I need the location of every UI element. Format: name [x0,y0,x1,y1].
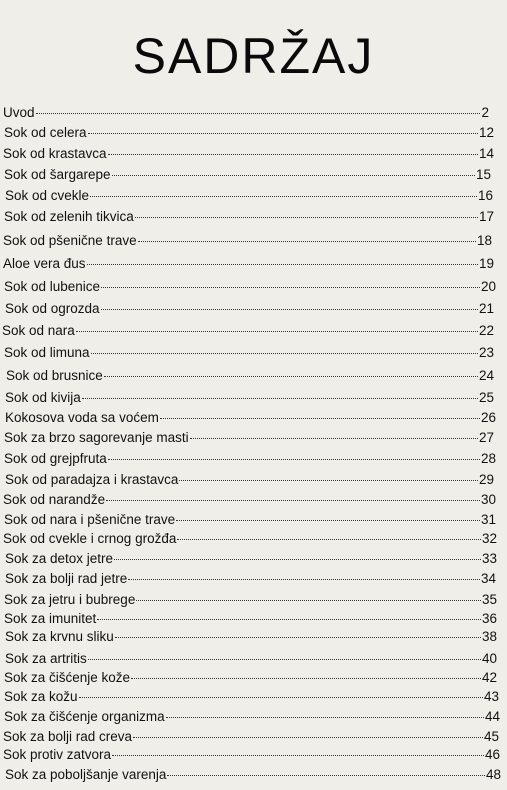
toc-entry[interactable] [3,255,494,273]
toc-page-number: 42 [481,670,497,685]
toc-entry-title: Sok od nara [2,323,75,338]
toc-dot-leader [177,537,481,540]
toc-page-number: 46 [484,747,500,762]
toc-entry[interactable] [4,669,497,687]
toc-entry[interactable] [5,187,493,205]
toc-page-number: 18 [476,233,492,248]
toc-entry[interactable] [4,208,494,226]
toc-page-number: 2 [481,105,489,120]
toc-page-number: 40 [481,651,497,666]
toc-entry[interactable] [5,550,497,568]
toc-entry-title: Sok od šargarepe [4,167,111,182]
toc-entry-title: Sok od krastavca [3,146,107,161]
toc-dot-leader [167,773,485,776]
page-title: SADRŽAJ [132,28,375,84]
toc-entry-title: Sok od brusnice [6,368,103,383]
toc-page-number: 43 [483,689,499,704]
toc-dot-leader [112,753,484,756]
toc-entry[interactable] [4,450,496,468]
toc-page-number: 22 [478,323,494,338]
toc-dot-leader [166,715,484,718]
toc-entry-title: Sok od ogrozda [5,301,100,316]
toc-entry[interactable] [3,104,489,122]
toc-page-number: 45 [483,729,499,744]
toc-entry[interactable] [3,728,499,746]
toc-entry-title: Sok za čišćenje organizma [4,709,165,724]
toc-page-number: 19 [478,256,494,271]
toc-dot-leader [108,457,480,460]
toc-page-number: 17 [478,209,494,224]
toc-dot-leader [88,131,478,134]
toc-entry-title: Uvod [3,105,35,120]
toc-entry[interactable] [4,708,500,726]
toc-entry[interactable] [5,300,494,318]
toc-dot-leader [115,635,481,638]
toc-entry[interactable] [3,530,497,548]
toc-entry-title: Sok od paradajza i krastavca [5,472,179,487]
toc-entry-title: Sok od limuna [4,345,90,360]
toc-dot-leader [176,518,480,521]
toc-entry[interactable] [4,166,491,184]
toc-entry-title: Sok od zelenih tikvica [4,209,134,224]
toc-dot-leader [190,436,478,439]
toc-dot-leader [82,396,478,399]
toc-entry-title: Sok od narandže [3,492,106,507]
toc-page-number: 30 [480,492,496,507]
toc-page-number: 29 [478,472,494,487]
toc-entry[interactable] [4,124,494,142]
toc-entry-title: Sok protiv zatvora [3,747,112,762]
toc-dot-leader [88,657,481,660]
toc-dot-leader [128,577,480,580]
toc-dot-leader [108,152,478,155]
toc-entry-title: Sok za brzo sagorevanje masti [4,430,189,445]
toc-entry[interactable] [3,491,496,509]
toc-dot-leader [90,194,477,197]
toc-dot-leader [101,285,480,288]
toc-page-number: 25 [478,390,494,405]
toc-page-number: 24 [478,368,494,383]
toc-entry-title: Aloe vera đus [3,256,86,271]
toc-entry-title: Kokosova voda sa voćem [5,410,159,425]
toc-entry-title: Sok od cvekle [5,188,90,203]
toc-dot-leader [138,239,476,242]
toc-page-number: 14 [478,146,494,161]
toc-page-number: 32 [481,531,497,546]
toc-page-number: 34 [480,571,496,586]
toc-entry-title: Sok od cvekle i crnog grožđa [3,531,177,546]
toc-entry[interactable] [6,367,494,385]
toc-dot-leader [79,695,483,698]
toc-page-number: 15 [475,167,491,182]
toc-page-number: 33 [481,551,497,566]
toc-entry[interactable] [2,322,494,340]
toc-page-number: 38 [481,629,497,644]
toc-page-number: 16 [477,188,493,203]
toc-entry-title: Sok za kožu [4,689,78,704]
toc-dot-leader [133,735,483,738]
toc-dot-leader [179,478,478,481]
toc-page-number: 12 [478,125,494,140]
toc-entry-title: Sok od nara i pšenične trave [4,512,176,527]
toc-page-number: 31 [480,512,496,527]
toc-entry[interactable] [4,591,497,609]
toc-entry[interactable] [5,650,497,668]
toc-dot-leader [106,498,480,501]
toc-dot-leader [136,598,481,601]
toc-dot-leader [135,215,478,218]
toc-entry[interactable] [4,688,499,706]
toc-page-number: 28 [480,451,496,466]
toc-entry[interactable] [5,628,497,646]
toc-dot-leader [114,557,481,560]
toc-entry[interactable] [5,389,494,407]
toc-entry[interactable] [5,766,501,784]
toc-entry-title: Sok za bolji rad creva [3,729,133,744]
toc-entry-title: Sok za detox jetre [5,551,114,566]
toc-dot-leader [36,111,481,114]
toc-dot-leader [87,262,478,265]
toc-entry[interactable] [5,570,496,588]
toc-entry-title: Sok za artritis [5,651,87,666]
toc-entry[interactable] [3,746,500,764]
toc-entry-title: Sok za poboljšanje varenja [5,767,167,782]
toc-page-number: 27 [478,430,494,445]
toc-entry[interactable] [4,511,496,529]
toc-dot-leader [112,173,475,176]
toc-entry[interactable] [3,232,492,250]
toc-entry[interactable] [5,409,496,427]
toc-entry[interactable] [4,429,494,447]
toc-entry-title: Sok za imunitet [4,611,97,626]
toc-entry[interactable] [4,344,494,362]
toc-entry-title: Sok za krvnu sliku [5,629,114,644]
toc-entry[interactable] [5,471,494,489]
toc-page-number: 26 [480,410,496,425]
toc-page-number: 35 [481,592,497,607]
toc-page-number: 21 [478,301,494,316]
toc-page-number: 23 [478,345,494,360]
toc-entry-title: Sok od lubenice [4,279,101,294]
toc-dot-leader [104,374,478,377]
toc-page-number: 36 [481,611,497,626]
toc-entry-title: Sok za bolji rad jetre [5,571,128,586]
toc-page-number: 48 [485,767,501,782]
toc-entry-title: Sok za jetru i bubrege [4,592,136,607]
toc-entry-title: Sok za čišćenje kože [4,670,131,685]
toc-dot-leader [101,307,478,310]
toc-dot-leader [91,351,478,354]
toc-dot-leader [160,416,480,419]
toc-entry-title: Sok od celera [4,125,87,140]
toc-entry-title: Sok od grejpfruta [4,451,107,466]
toc-entry-title: Sok od pšenične trave [3,233,137,248]
toc-page-number: 44 [484,709,500,724]
toc-entry[interactable] [4,278,496,296]
toc-page-number: 20 [480,279,496,294]
toc-entry[interactable] [3,145,494,163]
toc-dot-leader [97,617,481,620]
toc-dot-leader [76,329,478,332]
toc-entry[interactable] [4,610,497,628]
toc-dot-leader [131,676,481,679]
toc-entry-title: Sok od kivija [5,390,81,405]
